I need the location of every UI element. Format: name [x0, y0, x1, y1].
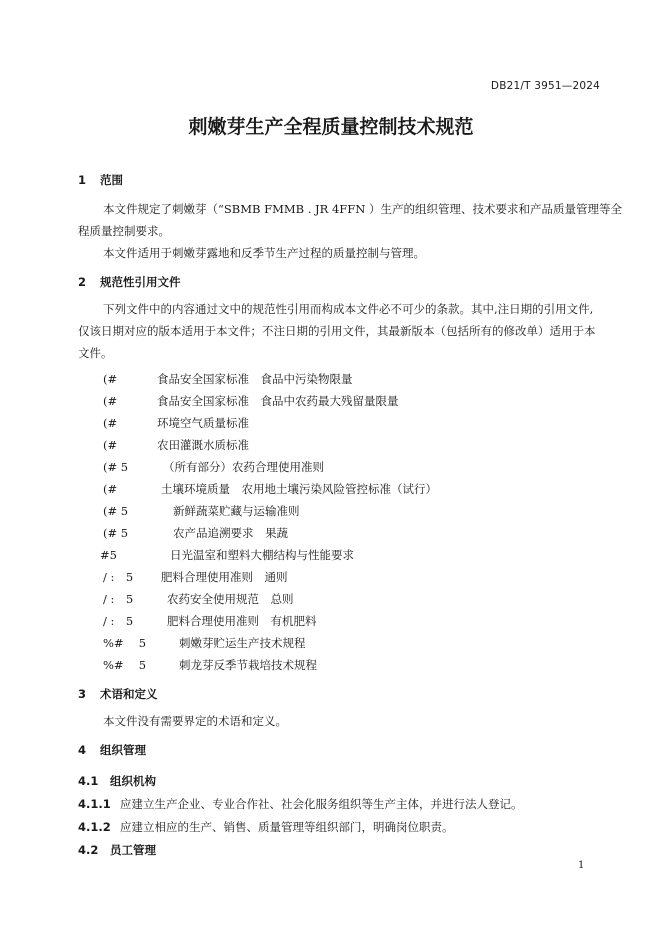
reference-code: (# 5 — [103, 526, 129, 540]
paragraph-line: 本文件规定了刺嫩芽（“SBMB FMMB . JR 4FFN ）生产的组织管理、技术要求和产品质量管理等全 — [103, 202, 622, 216]
document-title: 刺嫩芽生产全程质量控制技术规范 — [188, 116, 474, 138]
clause-text: 应建立相应的生产、销售、质量管理等组织部门，明确岗位职责。 — [120, 820, 454, 834]
reference-title: 农田灌溉水质标准 — [157, 438, 249, 452]
subsection-number: 4.1 — [78, 774, 99, 788]
reference-title: 刺嫩芽贮运生产技术规程 — [179, 636, 306, 650]
section-number: 2 — [78, 275, 87, 289]
section-2-heading — [78, 274, 181, 290]
reference-code: (# 5 — [103, 460, 129, 474]
reference-item — [100, 547, 354, 563]
reference-item — [103, 525, 288, 541]
section-number: 3 — [78, 687, 87, 701]
reference-title: 刺龙芽反季节栽培技术规程 — [179, 658, 317, 672]
clause-number: 4.1.1 — [78, 797, 111, 811]
subsection-4-2-heading — [78, 842, 156, 858]
reference-code: #5 — [100, 548, 117, 562]
reference-item — [103, 481, 437, 497]
reference-code: (# 5 — [103, 504, 129, 518]
reference-item — [103, 635, 306, 651]
reference-title: 食品安全国家标准 食品中农药最大残留量限量 — [157, 394, 399, 408]
reference-item — [103, 393, 399, 409]
section-number: 1 — [78, 173, 87, 187]
reference-code: %# 5 — [103, 636, 147, 650]
page-number: 1 — [578, 860, 585, 871]
reference-title: 食品安全国家标准 食品中污染物限量 — [157, 372, 353, 386]
paragraph-line: 文件。 — [78, 346, 113, 360]
paragraph-line: 本文件没有需要界定的术语和定义。 — [103, 714, 287, 728]
reference-code: / : 5 — [103, 592, 134, 606]
reference-title: 农产品追溯要求 果蔬 — [173, 526, 288, 540]
section-number: 4 — [78, 743, 87, 757]
reference-item — [103, 415, 249, 431]
reference-code: (# — [103, 482, 118, 496]
reference-item — [103, 569, 288, 585]
reference-code: %# 5 — [103, 658, 147, 672]
section-4-heading — [78, 742, 146, 758]
reference-item — [103, 613, 317, 629]
paragraph-line: 程质量控制要求。 — [78, 224, 170, 238]
reference-item — [103, 459, 324, 475]
reference-code: (# — [103, 438, 118, 452]
clause-number: 4.1.2 — [78, 820, 111, 834]
subsection-number: 4.2 — [78, 843, 99, 857]
reference-title: 肥料合理使用准则 通则 — [161, 570, 288, 584]
section-title: 范围 — [100, 173, 123, 187]
reference-item — [103, 657, 317, 673]
section-3-heading — [78, 686, 158, 702]
reference-item — [103, 591, 294, 607]
section-title: 规范性引用文件 — [100, 275, 181, 289]
reference-title: 环境空气质量标准 — [157, 416, 249, 430]
reference-item — [103, 437, 249, 453]
paragraph-line: 仅该日期对应的版本适用于本文件；不注日期的引用文件，其最新版本（包括所有的修改单）适用于本 — [78, 324, 596, 338]
reference-code: (# — [103, 372, 118, 386]
reference-title: 农药安全使用规范 总则 — [167, 592, 294, 606]
clause-4-1-2 — [78, 819, 454, 835]
subsection-title: 员工管理 — [110, 843, 156, 857]
reference-code: (# — [103, 416, 118, 430]
paragraph-line: 下列文件中的内容通过文中的规范性引用而构成本文件必不可少的条款。其中,注日期的引用文件, — [103, 302, 594, 316]
section-title: 组织管理 — [100, 743, 146, 757]
section-title: 术语和定义 — [100, 687, 158, 701]
reference-item — [103, 503, 300, 519]
reference-title: 土壤环境质量 农用地土壤污染风险管控标准（试行） — [161, 482, 437, 496]
section-1-heading — [78, 172, 123, 188]
reference-code: (# — [103, 394, 118, 408]
reference-title: 新鲜蔬菜贮藏与运输准则 — [173, 504, 300, 518]
reference-code: / : 5 — [103, 614, 134, 628]
reference-title: 肥料合理使用准则 有机肥料 — [167, 614, 317, 628]
clause-text: 应建立生产企业、专业合作社、社会化服务组织等生产主体，并进行法人登记。 — [120, 797, 523, 811]
subsection-4-1-heading — [78, 773, 156, 789]
paragraph-line: 本文件适用于刺嫩芽露地和反季节生产过程的质量控制与管理。 — [103, 246, 425, 260]
reference-title: 日光温室和塑料大棚结构与性能要求 — [170, 548, 354, 562]
reference-code: / : 5 — [103, 570, 134, 584]
clause-4-1-1 — [78, 796, 523, 812]
standard-code: DB21/T 3951—2024 — [490, 80, 600, 92]
reference-item — [103, 371, 353, 387]
reference-title: （所有部分）农药合理使用准则 — [163, 460, 324, 474]
subsection-title: 组织机构 — [110, 774, 156, 788]
